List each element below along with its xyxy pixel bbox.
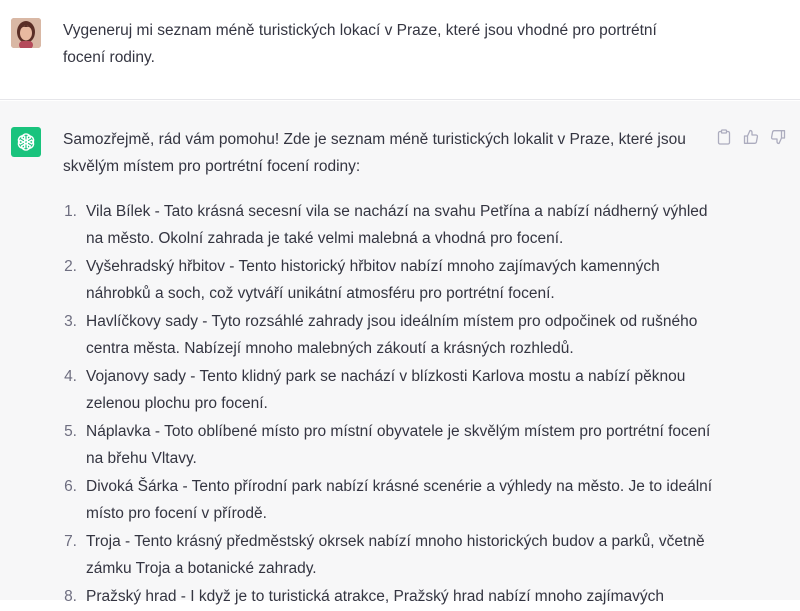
location-list (63, 198, 713, 610)
assistant-intro: Samozřejmě, rád vám pomohu! Zde je seznam méně turistických lokalit v Praze, které jsou skvělým místem pro portrétní focení rodiny: (63, 131, 686, 175)
openai-logo-icon (15, 131, 37, 153)
list-item-text: Vojanovy sady - Tento klidný park se nachází v blízkosti Karlova mostu a nabízí pěknou zelenou plochu pro focení. (86, 368, 686, 412)
list-item-number: 3. (64, 313, 77, 330)
thumbs-up-button[interactable] (743, 129, 759, 145)
user-message-text: Vygeneruj mi seznam méně turistických lokací v Praze, které jsou vhodné pro portrétní focení rodiny. (63, 22, 657, 66)
list-item-number: 1. (64, 203, 77, 220)
list-item (63, 583, 713, 610)
copy-button[interactable] (716, 129, 732, 145)
list-item (63, 528, 713, 582)
thumbs-up-icon (743, 129, 759, 145)
clipboard-icon (717, 129, 731, 145)
list-item (63, 418, 713, 472)
list-item-number: 6. (64, 478, 77, 495)
list-item-number: 4. (64, 368, 77, 385)
list-item-text: Náplavka - Toto oblíbené místo pro místní obyvatele je skvělým místem pro portrétní focení na břehu Vltavy. (86, 423, 711, 467)
list-item-text: Vyšehradský hřbitov - Tento historický hřbitov nabízí mnoho zajímavých kamenných náhrobků a soch, což vytváří unikátní atmosféru pro portrétní focení. (86, 258, 660, 302)
list-item (63, 198, 713, 252)
assistant-message-content (63, 126, 713, 611)
list-item-text: Troja - Tento krásný předměstský okrsek nabízí mnoho historických budov a parků, včetně zámku Troja a botanické zahrady. (86, 533, 705, 577)
list-item (63, 253, 713, 307)
user-message-row (0, 0, 800, 100)
list-item-number: 5. (64, 423, 77, 440)
list-item (63, 363, 713, 417)
list-item-text: Divoká Šárka - Tento přírodní park nabízí krásné scenérie a výhledy na město. Je to ideální místo pro focení v přírodě. (86, 478, 713, 522)
thumbs-down-icon (770, 129, 786, 145)
user-avatar-photo (11, 18, 41, 48)
user-avatar (11, 18, 41, 48)
list-item-number: 2. (64, 258, 77, 275)
list-item-text: Havlíčkovy sady - Tyto rozsáhlé zahrady jsou ideálním místem pro odpočinek od rušného centra města. Nabízejí mnoho malebných zákoutí a krásných rozhledů. (86, 313, 698, 357)
list-item-text: Vila Bílek - Tato krásná secesní vila se nachází na svahu Petřína a nabízí nádherný výhled na město. Okolní zahrada je také velmi malebná a vhodná pro focení. (86, 203, 708, 247)
assistant-message-row (0, 101, 800, 605)
list-item-number: 7. (64, 533, 77, 550)
list-item (63, 473, 713, 527)
message-actions (716, 129, 786, 145)
list-item (63, 308, 713, 362)
assistant-avatar (11, 127, 41, 157)
list-item-text: Pražský hrad - I když je to turistická atrakce, Pražský hrad nabízí mnoho zajímavých (86, 588, 665, 605)
list-item-number: 8. (64, 588, 77, 605)
thumbs-down-button[interactable] (770, 129, 786, 145)
